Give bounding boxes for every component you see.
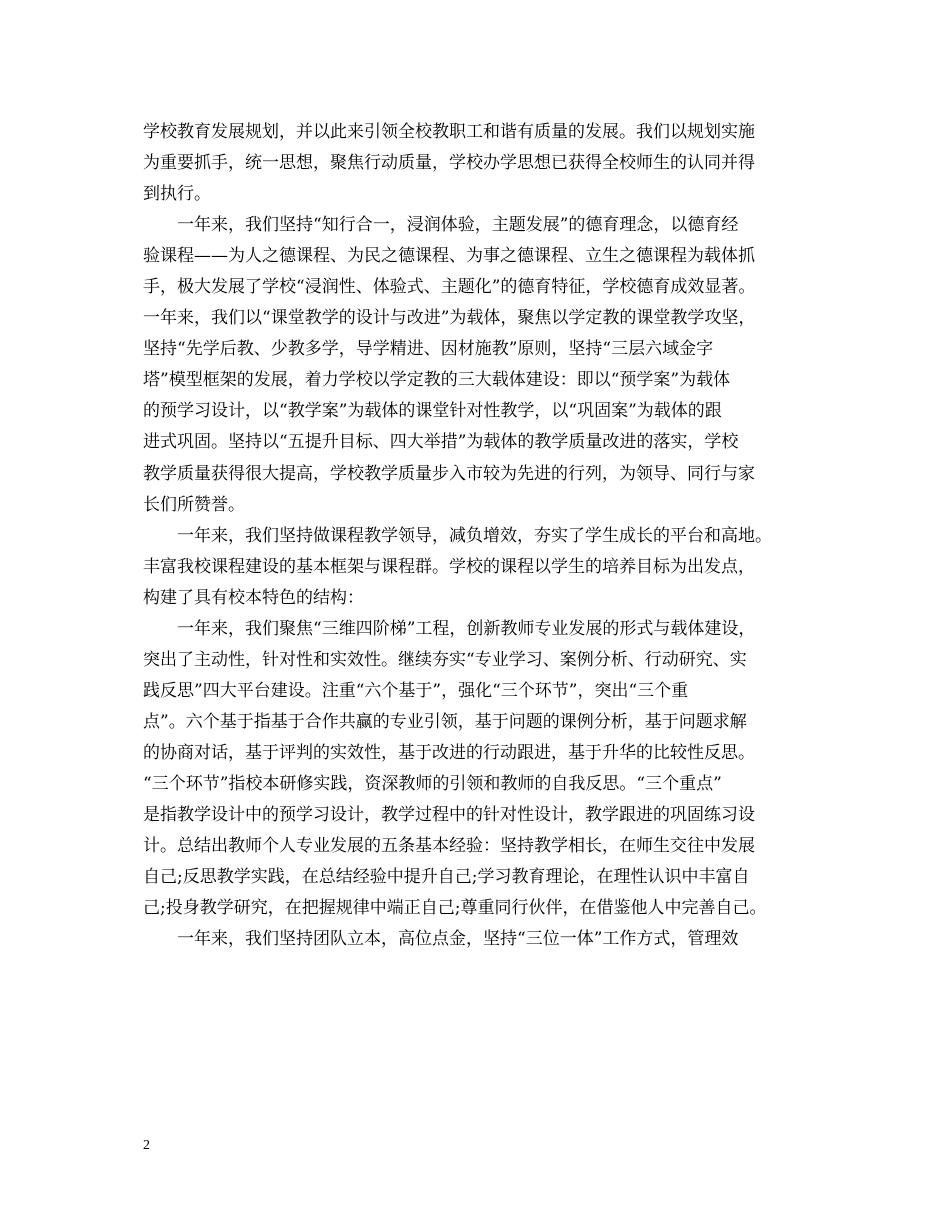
text-line: 点”。六个基于指基于合作共赢的专业引领，基于问题的课例分析，基于问题求解: [143, 711, 747, 732]
paragraph-start-line: 一年来，我们坚持“知行合一，浸润体验，主题发展”的德育理念，以德育经: [177, 215, 739, 236]
text-line: 验课程——为人之德课程、为民之德课程、为事之德课程、立生之德课程为载体抓: [143, 246, 755, 267]
body-text: [143, 117, 823, 955]
text-line: 到执行。: [143, 184, 211, 205]
text-line: 坚持“先学后教、少教多学，导学精进、因材施教”原则，坚持“三层六域金字: [143, 339, 714, 360]
text-line: 己;投身教学研究，在把握规律中端正自己;尊重同行伙伴，在借鉴他人中完善自己。: [143, 898, 767, 919]
text-line: 进式巩固。坚持以“五提升目标、四大举措”为载体的教学质量改进的落实，学校: [143, 432, 739, 453]
paragraph-start-line: 一年来，我们坚持做课程教学领导，减负增效，夯实了学生成长的平台和高地。: [177, 525, 772, 546]
page-number: 2: [143, 1138, 150, 1153]
paragraph-start-line: 一年来，我们聚焦“三维四阶梯”工程，创新教师专业发展的形式与载体建设，: [177, 618, 756, 639]
text-line: 为重要抓手，统一思想，聚焦行动质量，学校办学思想已获得全校师生的认同并得: [143, 153, 755, 174]
text-line: 丰富我校课程建设的基本框架与课程群。学校的课程以学生的培养目标为出发点，: [143, 556, 755, 577]
text-line: 计。总结出教师个人专业发展的五条基本经验：坚持教学相长，在师生交往中发展: [143, 836, 755, 857]
paragraph-start-line: 一年来，我们坚持团队立本，高位点金，坚持“三位一体”工作方式，管理效: [177, 929, 739, 950]
text-line: 的协商对话，基于评判的实效性，基于改进的行动跟进，基于升华的比较性反思。: [143, 742, 755, 763]
text-line: 长们所赞誉。: [143, 494, 245, 515]
text-line: 自己;反思教学实践，在总结经验中提升自己;学习教育理论，在理性认识中丰富自: [143, 867, 750, 888]
text-line: 手，极大发展了学校“浸润性、体验式、主题化”的德育特征，学校德育成效显著。: [143, 277, 756, 298]
text-line: 教学质量获得很大提高，学校教学质量步入市较为先进的行列，为领导、同行与家: [143, 463, 755, 484]
text-line: 构建了具有校本特色的结构：: [143, 587, 364, 608]
text-line: 学校教育发展规划，并以此来引领全校教职工和谐有质量的发展。我们以规划实施: [143, 122, 755, 142]
text-line: 突出了主动性，针对性和实效性。继续夯实“专业学习、案例分析、行动研究、实: [143, 649, 747, 670]
text-line: 塔”模型框架的发展，着力学校以学定教的三大载体建设：即以“预学案”为载体: [143, 370, 731, 391]
text-line: 践反思”四大平台建设。注重“六个基于”，强化“三个环节”，突出“三个重: [143, 680, 689, 701]
text-line: 的预学习设计，以“教学案”为载体的课堂针对性教学，以“巩固案”为载体的跟: [143, 401, 722, 422]
text-line: 一年来，我们以“课堂教学的设计与改进”为载体，聚焦以学定教的课堂教学攻坚，: [143, 308, 756, 329]
text-line: “三个环节”指校本研修实践，资深教师的引领和教师的自我反思。“三个重点”: [143, 773, 722, 794]
text-line: 是指教学设计中的预学习设计，教学过程中的针对性设计，教学跟进的巩固练习设: [143, 805, 755, 826]
